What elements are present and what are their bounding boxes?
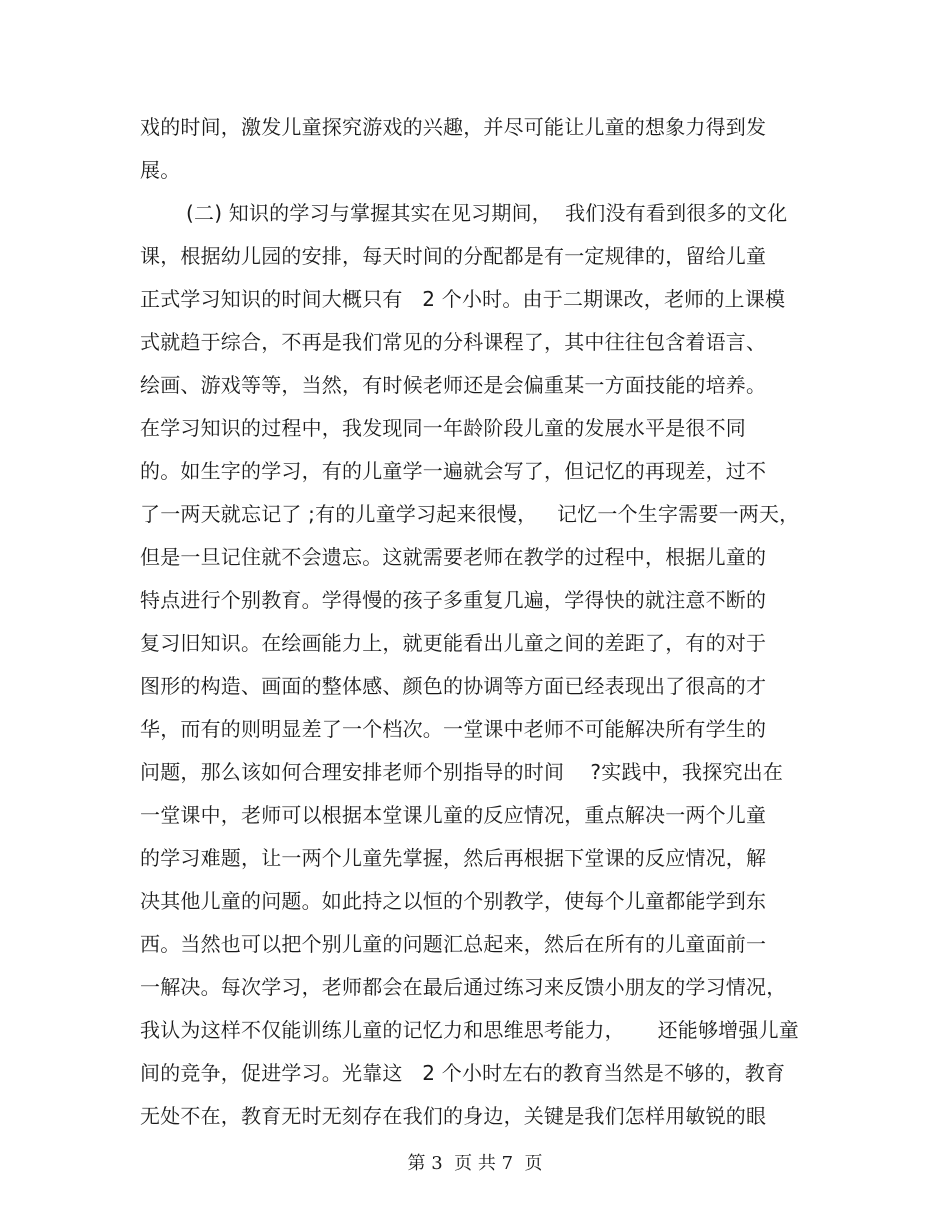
text-line: 展。 bbox=[140, 158, 181, 182]
text-line: 但是一旦记住就不会遗忘。这就需要老师在教学的过程中，根据儿童的 bbox=[140, 545, 767, 569]
text-line: 决其他儿童的问题。如此持之以恒的个别教学，使每个儿童都能学到东 bbox=[140, 889, 767, 913]
text-line: 了一两天就忘记了 ;有的儿童学习起来很慢， 记忆一个生字需要一两天， bbox=[140, 502, 800, 526]
text-line: 华，而有的则明显差了一个档次。一堂课中老师不可能解决所有学生的 bbox=[140, 717, 767, 741]
text-line: 西。当然也可以把个别儿童的问题汇总起来，然后在所有的儿童面前一 bbox=[140, 932, 767, 956]
page-number-footer: 第 3 页 共 7 页 bbox=[407, 1153, 543, 1174]
text-line: 的。如生字的学习，有的儿童学一遍就会写了，但记忆的再现差，过不 bbox=[140, 459, 767, 483]
text-line: 式就趋于综合，不再是我们常见的分科课程了，其中往往包含着语言、 bbox=[140, 330, 767, 354]
text-line: 特点进行个别教育。学得慢的孩子多重复几遍，学得快的就注意不断的 bbox=[140, 588, 767, 612]
text-line: 我认为这样不仅能训练儿童的记忆力和思维思考能力， 还能够增强儿童 bbox=[140, 1018, 799, 1042]
text-line: 正式学习知识的时间大概只有 2 个小时。由于二期课改，老师的上课模 bbox=[140, 287, 786, 311]
text-line: 问题，那么该如何合理安排老师个别指导的时间 ?实践中，我探究出在 bbox=[140, 760, 784, 784]
text-line: 绘画、游戏等等，当然，有时候老师还是会偏重某一方面技能的培养。 bbox=[140, 373, 767, 397]
text-line: 的学习难题，让一两个儿童先掌握，然后再根据下堂课的反应情况，解 bbox=[140, 846, 767, 870]
text-line: 课，根据幼儿园的安排，每天时间的分配都是有一定规律的，留给儿童 bbox=[140, 244, 767, 268]
text-line: (二) 知识的学习与掌握其实在见习期间， 我们没有看到很多的文化 bbox=[186, 201, 788, 225]
text-line: 在学习知识的过程中，我发现同一年龄阶段儿童的发展水平是很不同 bbox=[140, 416, 746, 440]
text-line: 一堂课中，老师可以根据本堂课儿童的反应情况，重点解决一两个儿童 bbox=[140, 803, 767, 827]
text-line: 戏的时间，激发儿童探究游戏的兴趣，并尽可能让儿童的想象力得到发 bbox=[140, 115, 767, 139]
text-line: 间的竞争，促进学习。光靠这 2 个小时左右的教育当然是不够的，教育 bbox=[140, 1061, 786, 1085]
text-line: 复习旧知识。在绘画能力上，就更能看出儿童之间的差距了，有的对于 bbox=[140, 631, 767, 655]
text-line: 一解决。每次学习，老师都会在最后通过练习来反馈小朋友的学习情况， bbox=[140, 975, 787, 999]
text-line: 图形的构造、画面的整体感、颜色的协调等方面已经表现出了很高的才 bbox=[140, 674, 767, 698]
text-line: 无处不在，教育无时无刻存在我们的身边，关键是我们怎样用敏锐的眼 bbox=[140, 1104, 767, 1128]
